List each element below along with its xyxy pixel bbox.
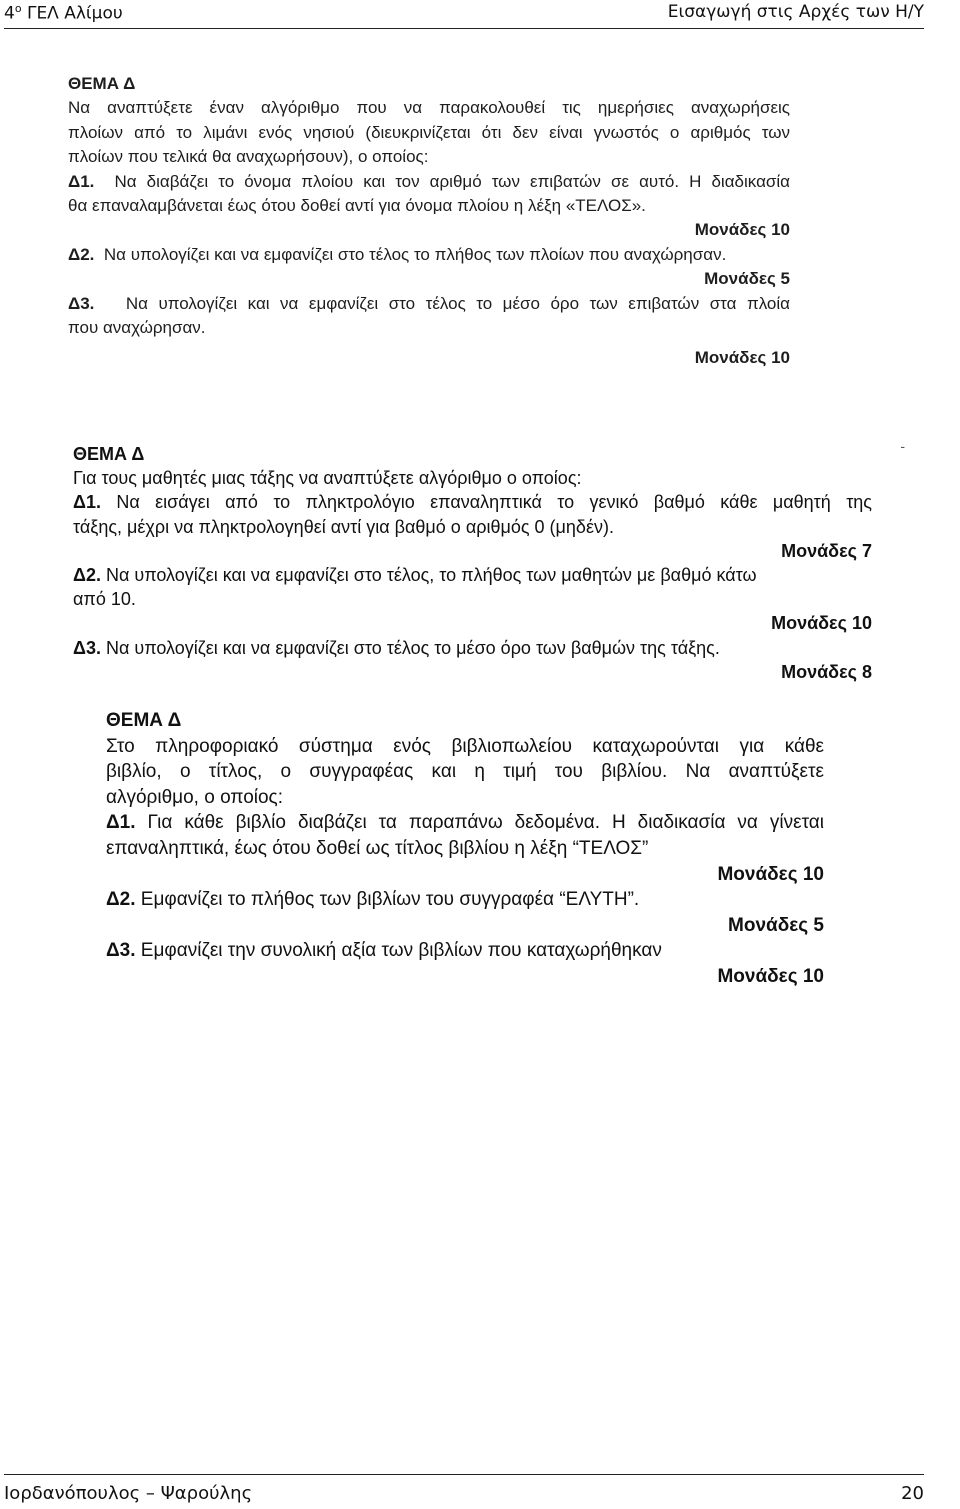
exercise-title: ΘΕΜΑ Δ [73, 444, 145, 464]
question-d1-line [73, 490, 872, 514]
question-label: Δ1. [68, 171, 95, 191]
question-text: Να υπολογίζει και να εμφανίζει στο τέλος το μέσο όρο των επιβατών στα πλοία [125, 293, 790, 313]
intro-line: Να αναπτύξετε έναν αλγόριθμο που να παρακολουθεί τις ημερήσιες αναχωρήσεις [68, 98, 790, 118]
intro-line: πλοίων που τελικά θα αναχωρήσουν), ο οποίος: [68, 147, 429, 167]
school-name [4, 2, 123, 24]
question-d3-line [106, 938, 824, 964]
question-text: Εμφανίζει την συνολική αξία των βιβλίων που καταχωρήθηκαν [140, 940, 662, 962]
question-text: Να υπολογίζει και να εμφανίζει στο τέλος το μέσο όρο των βαθμών της τάξης. [105, 637, 720, 658]
marks-d3: Μονάδες 10 [694, 348, 790, 368]
exercise-students [73, 438, 905, 684]
question-d1-line: θα επαναλαμβάνεται έως ότου δοθεί αντί για όνομα πλοίου η λέξη «ΤΕΛΟΣ». [68, 196, 646, 216]
exercise-title: ΘΕΜΑ Δ [106, 710, 182, 731]
page-number: 20 [901, 1483, 924, 1504]
corner-mark: - [900, 438, 905, 454]
question-d1-line [68, 170, 790, 194]
authors: Ιορδανόπουλος – Ψαρούλης [4, 1483, 253, 1504]
intro-line: βιβλίο, ο τίτλος, ο συγγραφέας και η τιμή του βιβλίου. Να αναπτύξετε [106, 761, 824, 783]
intro-line: αλγόριθμο, ο οποίος: [106, 786, 283, 808]
exercise-bookstore [106, 708, 824, 990]
question-d2-line: από 10. [73, 589, 136, 610]
exercise-ships [68, 72, 790, 371]
question-text: Να εισάγει από το πληκτρολόγιο επαναληπτικά το γενικό βαθμό κάθε μαθητή της [116, 492, 872, 513]
intro-line: Στο πληροφοριακό σύστημα ενός βιβλιοπωλείου καταχωρούνται για κάθε [106, 735, 824, 757]
question-label: Δ2. [73, 565, 101, 586]
question-text: Για κάθε βιβλίο διαβάζει τα παραπάνω δεδομένα. Η διαδικασία να γίνεται [147, 812, 825, 834]
marks-d2: Μονάδες 10 [771, 613, 872, 634]
question-d1-line: τάξης, μέχρι να πληκτρολογηθεί αντί για βαθμό ο αριθμός 0 (μηδέν). [73, 516, 614, 537]
question-d1-line: επαναληπτικά, έως ότου δοθεί ως τίτλος βιβλίου η λέξη “ΤΕΛΟΣ” [106, 837, 649, 859]
question-label: Δ3. [68, 293, 95, 313]
school-label: ΓΕΛ Αλίμου [26, 3, 123, 24]
marks-d1: Μονάδες 10 [717, 863, 824, 885]
ordinal-superscript: ο [14, 2, 22, 15]
question-label: Δ3. [106, 940, 136, 962]
marks-d1: Μονάδες 7 [781, 540, 872, 561]
question-d3-line: που αναχώρησαν. [68, 318, 206, 338]
question-label: Δ2. [106, 889, 136, 911]
question-d2-line [73, 563, 872, 587]
exercise-title: ΘΕΜΑ Δ [68, 74, 136, 93]
intro-line: πλοίων από το λιμάνι ενός νησιού (διευκρινίζεται ότι δεν είναι γνωστός ο αριθμός των [68, 122, 790, 142]
question-text: Να διαβάζει το όνομα πλοίου και τον αριθμό των επιβατών σε αυτό. Η διαδικασία [114, 171, 790, 191]
course-title: Εισαγωγή στις Αρχές των Η/Υ [667, 2, 924, 22]
question-label: Δ3. [73, 637, 101, 658]
question-d1-line [106, 810, 824, 836]
question-label: Δ2. [68, 244, 95, 264]
question-d2-line [68, 243, 790, 267]
question-text: Να υπολογίζει και να εμφανίζει στο τέλος, το πλήθος των μαθητών με βαθμό κάτω [105, 565, 757, 586]
question-label: Δ1. [73, 492, 101, 513]
page-footer [4, 1474, 924, 1509]
page-header [4, 0, 924, 29]
marks-d3: Μονάδες 8 [781, 661, 872, 682]
marks-d2: Μονάδες 5 [704, 269, 790, 289]
marks-d1: Μονάδες 10 [694, 220, 790, 240]
question-d2-line [106, 887, 824, 913]
school-number: 4 [4, 3, 15, 24]
question-d3-line [68, 292, 790, 316]
question-label: Δ1. [106, 812, 136, 834]
marks-d3: Μονάδες 10 [717, 965, 824, 987]
question-text: Εμφανίζει το πλήθος των βιβλίων του συγγραφέα “ΕΛΥΤΗ”. [140, 889, 640, 911]
intro-line: Για τους μαθητές μιας τάξης να αναπτύξετε αλγόριθμο ο οποίος: [73, 468, 582, 489]
question-d3-line [73, 636, 872, 660]
question-text: Να υπολογίζει και να εμφανίζει στο τέλος το πλήθος των πλοίων που αναχώρησαν. [103, 244, 727, 264]
marks-d2: Μονάδες 5 [728, 914, 824, 936]
